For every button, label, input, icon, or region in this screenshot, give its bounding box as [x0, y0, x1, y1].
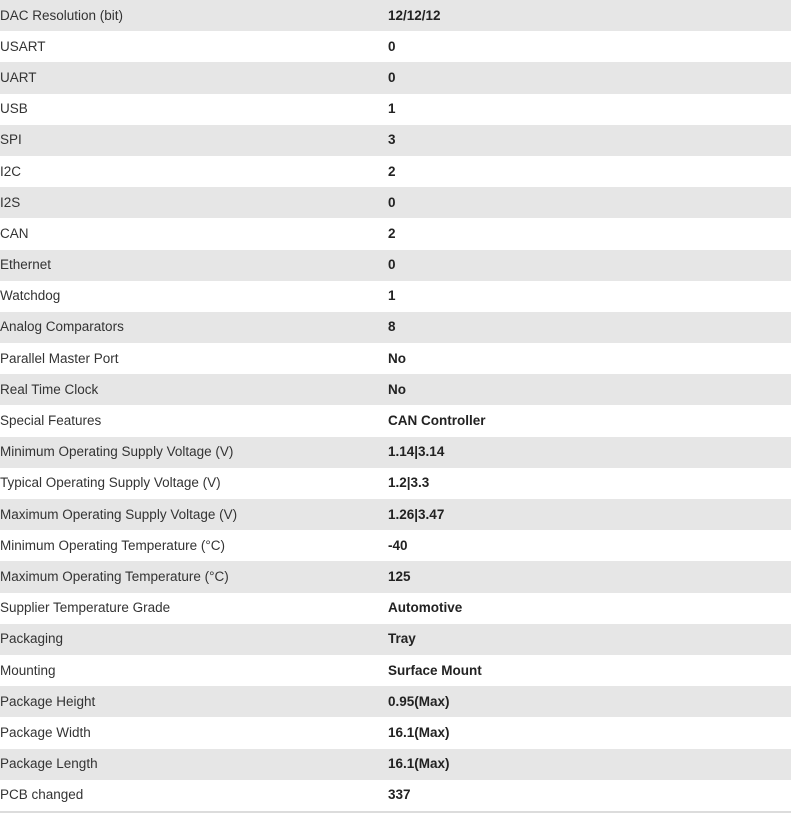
spec-label: PCB changed — [0, 787, 84, 803]
table-row — [0, 125, 791, 156]
spec-value: 1.14|3.14 — [388, 444, 445, 460]
spec-label: Packaging — [0, 631, 64, 647]
spec-label: Maximum Operating Temperature (°C) — [0, 568, 229, 584]
spec-label: CAN — [0, 225, 29, 241]
table-row — [0, 437, 791, 468]
table-row — [0, 530, 791, 561]
spec-value: 16.1(Max) — [388, 724, 450, 740]
spec-value: 3 — [388, 132, 396, 148]
spec-value: CAN Controller — [388, 413, 486, 429]
spec-value: 0 — [388, 69, 396, 85]
spec-label: SPI — [0, 132, 22, 148]
table-row — [0, 281, 791, 312]
table-row — [0, 31, 791, 62]
spec-value: 1.2|3.3 — [388, 475, 430, 491]
table-row — [0, 62, 791, 93]
table-row — [0, 343, 791, 374]
spec-value: -40 — [388, 537, 408, 553]
spec-label: Real Time Clock — [0, 381, 99, 397]
spec-value: Surface Mount — [388, 662, 482, 678]
table-row — [0, 561, 791, 592]
spec-label: UART — [0, 69, 37, 85]
table-row — [0, 187, 791, 218]
spec-value: 1 — [388, 288, 396, 304]
spec-label: I2C — [0, 163, 22, 179]
spec-value: 0 — [388, 38, 396, 54]
spec-value: Automotive — [388, 600, 463, 616]
table-row — [0, 780, 791, 811]
spec-value: 2 — [388, 225, 396, 241]
spec-value: 12/12/12 — [388, 7, 441, 23]
table-row — [0, 0, 791, 31]
spec-label: Special Features — [0, 413, 102, 429]
spec-label: Maximum Operating Supply Voltage (V) — [0, 506, 238, 522]
table-row — [0, 686, 791, 717]
spec-label: Package Height — [0, 693, 96, 709]
table-row — [0, 593, 791, 624]
table-row — [0, 156, 791, 187]
table-row — [0, 312, 791, 343]
spec-label: Parallel Master Port — [0, 350, 119, 366]
spec-label: USB — [0, 101, 28, 117]
table-row — [0, 250, 791, 281]
spec-label: Package Width — [0, 724, 91, 740]
table-row — [0, 94, 791, 125]
table-row — [0, 405, 791, 436]
spec-label: Watchdog — [0, 288, 61, 304]
spec-value: 0 — [388, 194, 396, 210]
table-row — [0, 499, 791, 530]
spec-label: Analog Comparators — [0, 319, 124, 335]
spec-label: Typical Operating Supply Voltage (V) — [0, 475, 221, 491]
spec-value: 0 — [388, 257, 396, 273]
spec-value: 0.95(Max) — [388, 693, 450, 709]
spec-value: 1 — [388, 101, 396, 117]
table-row — [0, 374, 791, 405]
spec-value: No — [388, 381, 406, 397]
spec-value: Tray — [388, 631, 416, 647]
spec-label: Package Length — [0, 756, 98, 772]
spec-label: DAC Resolution (bit) — [0, 7, 124, 23]
spec-value: 337 — [388, 787, 411, 803]
spec-value: 125 — [388, 568, 411, 584]
spec-value: No — [388, 350, 406, 366]
spec-value: 16.1(Max) — [388, 756, 450, 772]
table-row — [0, 717, 791, 748]
spec-label: Supplier Temperature Grade — [0, 600, 171, 616]
table-row — [0, 468, 791, 499]
spec-label: Mounting — [0, 662, 56, 678]
spec-label: Minimum Operating Temperature (°C) — [0, 537, 225, 553]
spec-label: USART — [0, 38, 46, 54]
spec-label: Minimum Operating Supply Voltage (V) — [0, 444, 234, 460]
table-row — [0, 624, 791, 655]
spec-value: 1.26|3.47 — [388, 506, 445, 522]
table-row — [0, 655, 791, 686]
table-row — [0, 749, 791, 780]
table-row — [0, 218, 791, 249]
spec-value: 8 — [388, 319, 396, 335]
spec-label: I2S — [0, 194, 21, 210]
spec-label: Ethernet — [0, 257, 52, 273]
spec-value: 2 — [388, 163, 396, 179]
